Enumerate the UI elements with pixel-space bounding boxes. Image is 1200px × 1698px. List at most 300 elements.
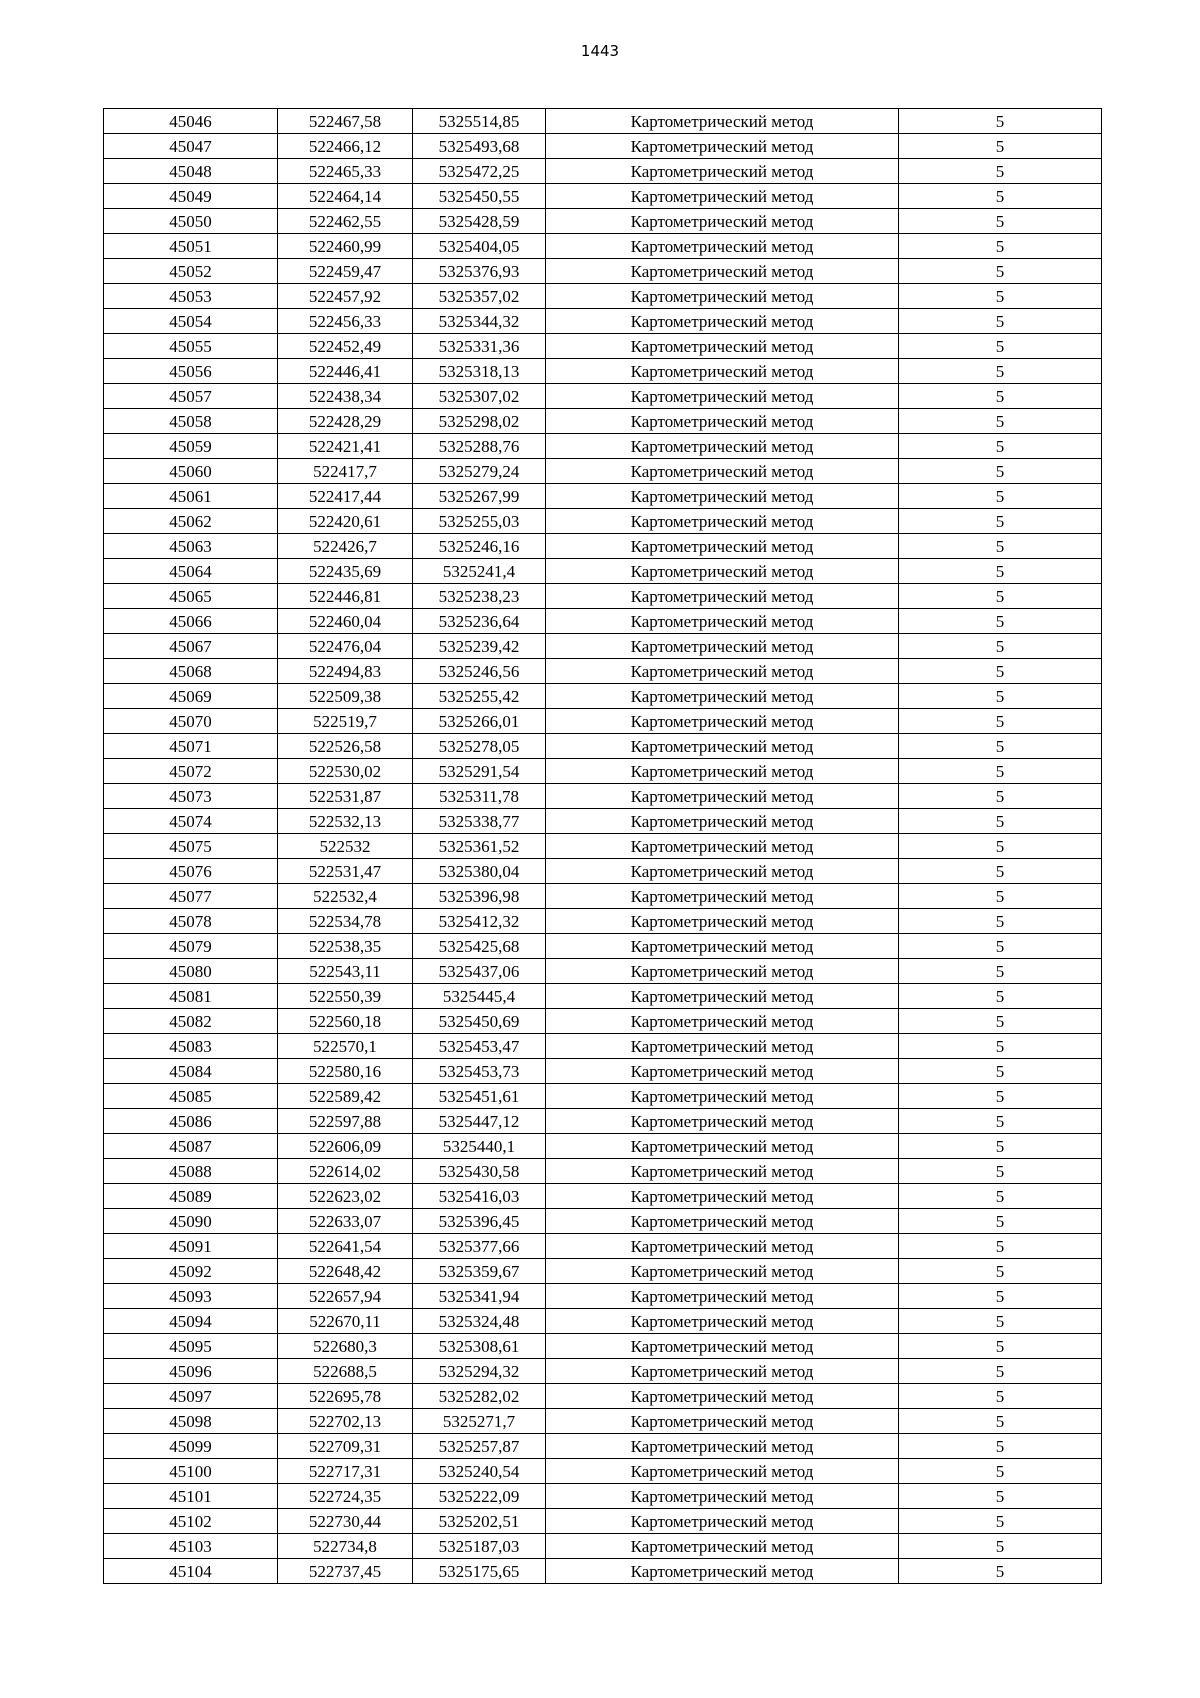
y-coordinate-cell: 5325493,68 <box>413 134 546 159</box>
x-coordinate-cell: 522452,49 <box>278 334 413 359</box>
x-coordinate-cell: 522633,07 <box>278 1209 413 1234</box>
method-cell: Картометрический метод <box>546 1284 899 1309</box>
accuracy-cell: 5 <box>899 209 1102 234</box>
method-cell: Картометрический метод <box>546 1109 899 1134</box>
table-row <box>104 634 1102 659</box>
x-coordinate-cell: 522417,44 <box>278 484 413 509</box>
method-cell: Картометрический метод <box>546 859 899 884</box>
point-number-cell: 45092 <box>104 1259 278 1284</box>
y-coordinate-cell: 5325380,04 <box>413 859 546 884</box>
y-coordinate-cell: 5325376,93 <box>413 259 546 284</box>
method-cell: Картометрический метод <box>546 434 899 459</box>
accuracy-cell: 5 <box>899 1184 1102 1209</box>
y-coordinate-cell: 5325396,45 <box>413 1209 546 1234</box>
table-row <box>104 659 1102 684</box>
x-coordinate-cell: 522657,94 <box>278 1284 413 1309</box>
y-coordinate-cell: 5325294,32 <box>413 1359 546 1384</box>
y-coordinate-cell: 5325282,02 <box>413 1384 546 1409</box>
accuracy-cell: 5 <box>899 159 1102 184</box>
x-coordinate-cell: 522589,42 <box>278 1084 413 1109</box>
y-coordinate-cell: 5325187,03 <box>413 1534 546 1559</box>
method-cell: Картометрический метод <box>546 384 899 409</box>
x-coordinate-cell: 522526,58 <box>278 734 413 759</box>
method-cell: Картометрический метод <box>546 209 899 234</box>
x-coordinate-cell: 522724,35 <box>278 1484 413 1509</box>
point-number-cell: 45048 <box>104 159 278 184</box>
x-coordinate-cell: 522550,39 <box>278 984 413 1009</box>
x-coordinate-cell: 522457,92 <box>278 284 413 309</box>
x-coordinate-cell: 522426,7 <box>278 534 413 559</box>
x-coordinate-cell: 522670,11 <box>278 1309 413 1334</box>
y-coordinate-cell: 5325428,59 <box>413 209 546 234</box>
y-coordinate-cell: 5325416,03 <box>413 1184 546 1209</box>
accuracy-cell: 5 <box>899 1384 1102 1409</box>
x-coordinate-cell: 522435,69 <box>278 559 413 584</box>
table-row <box>104 1034 1102 1059</box>
y-coordinate-cell: 5325377,66 <box>413 1234 546 1259</box>
page-number: 1443 <box>580 42 620 60</box>
table-row <box>104 609 1102 634</box>
point-number-cell: 45059 <box>104 434 278 459</box>
accuracy-cell: 5 <box>899 1009 1102 1034</box>
accuracy-cell: 5 <box>899 184 1102 209</box>
point-number-cell: 45054 <box>104 309 278 334</box>
method-cell: Картометрический метод <box>546 1084 899 1109</box>
point-number-cell: 45077 <box>104 884 278 909</box>
method-cell: Картометрический метод <box>546 134 899 159</box>
point-number-cell: 45069 <box>104 684 278 709</box>
x-coordinate-cell: 522467,58 <box>278 109 413 134</box>
x-coordinate-cell: 522466,12 <box>278 134 413 159</box>
accuracy-cell: 5 <box>899 634 1102 659</box>
x-coordinate-cell: 522460,04 <box>278 609 413 634</box>
table-row <box>104 359 1102 384</box>
point-number-cell: 45074 <box>104 809 278 834</box>
y-coordinate-cell: 5325404,05 <box>413 234 546 259</box>
y-coordinate-cell: 5325318,13 <box>413 359 546 384</box>
table-row <box>104 534 1102 559</box>
method-cell: Картометрический метод <box>546 309 899 334</box>
method-cell: Картометрический метод <box>546 359 899 384</box>
accuracy-cell: 5 <box>899 234 1102 259</box>
y-coordinate-cell: 5325238,23 <box>413 584 546 609</box>
method-cell: Картометрический метод <box>546 1559 899 1584</box>
y-coordinate-cell: 5325266,01 <box>413 709 546 734</box>
y-coordinate-cell: 5325341,94 <box>413 1284 546 1309</box>
x-coordinate-cell: 522695,78 <box>278 1384 413 1409</box>
x-coordinate-cell: 522688,5 <box>278 1359 413 1384</box>
y-coordinate-cell: 5325412,32 <box>413 909 546 934</box>
point-number-cell: 45091 <box>104 1234 278 1259</box>
method-cell: Картометрический метод <box>546 759 899 784</box>
table-row <box>104 1259 1102 1284</box>
x-coordinate-cell: 522494,83 <box>278 659 413 684</box>
table-row <box>104 1109 1102 1134</box>
table-row <box>104 684 1102 709</box>
method-cell: Картометрический метод <box>546 809 899 834</box>
method-cell: Картометрический метод <box>546 334 899 359</box>
x-coordinate-cell: 522623,02 <box>278 1184 413 1209</box>
point-number-cell: 45066 <box>104 609 278 634</box>
x-coordinate-cell: 522597,88 <box>278 1109 413 1134</box>
point-number-cell: 45078 <box>104 909 278 934</box>
x-coordinate-cell: 522456,33 <box>278 309 413 334</box>
x-coordinate-cell: 522734,8 <box>278 1534 413 1559</box>
table-row <box>104 209 1102 234</box>
y-coordinate-cell: 5325307,02 <box>413 384 546 409</box>
method-cell: Картометрический метод <box>546 184 899 209</box>
method-cell: Картометрический метод <box>546 634 899 659</box>
y-coordinate-cell: 5325331,36 <box>413 334 546 359</box>
method-cell: Картометрический метод <box>546 584 899 609</box>
y-coordinate-cell: 5325344,32 <box>413 309 546 334</box>
method-cell: Картометрический метод <box>546 459 899 484</box>
y-coordinate-cell: 5325338,77 <box>413 809 546 834</box>
y-coordinate-cell: 5325202,51 <box>413 1509 546 1534</box>
accuracy-cell: 5 <box>899 984 1102 1009</box>
y-coordinate-cell: 5325453,47 <box>413 1034 546 1059</box>
method-cell: Картометрический метод <box>546 484 899 509</box>
accuracy-cell: 5 <box>899 459 1102 484</box>
point-number-cell: 45067 <box>104 634 278 659</box>
accuracy-cell: 5 <box>899 484 1102 509</box>
y-coordinate-cell: 5325361,52 <box>413 834 546 859</box>
y-coordinate-cell: 5325239,42 <box>413 634 546 659</box>
point-number-cell: 45102 <box>104 1509 278 1534</box>
table-row <box>104 734 1102 759</box>
x-coordinate-cell: 522446,81 <box>278 584 413 609</box>
point-number-cell: 45103 <box>104 1534 278 1559</box>
point-number-cell: 45093 <box>104 1284 278 1309</box>
point-number-cell: 45081 <box>104 984 278 1009</box>
y-coordinate-cell: 5325311,78 <box>413 784 546 809</box>
point-number-cell: 45086 <box>104 1109 278 1134</box>
table-row <box>104 884 1102 909</box>
y-coordinate-cell: 5325255,03 <box>413 509 546 534</box>
table-row <box>104 434 1102 459</box>
accuracy-cell: 5 <box>899 784 1102 809</box>
accuracy-cell: 5 <box>899 659 1102 684</box>
table-row <box>104 1359 1102 1384</box>
table-row <box>104 1084 1102 1109</box>
y-coordinate-cell: 5325175,65 <box>413 1559 546 1584</box>
x-coordinate-cell: 522465,33 <box>278 159 413 184</box>
table-row <box>104 1559 1102 1584</box>
y-coordinate-cell: 5325437,06 <box>413 959 546 984</box>
x-coordinate-cell: 522530,02 <box>278 759 413 784</box>
y-coordinate-cell: 5325257,87 <box>413 1434 546 1459</box>
y-coordinate-cell: 5325255,42 <box>413 684 546 709</box>
point-number-cell: 45051 <box>104 234 278 259</box>
accuracy-cell: 5 <box>899 1209 1102 1234</box>
point-number-cell: 45063 <box>104 534 278 559</box>
accuracy-cell: 5 <box>899 534 1102 559</box>
accuracy-cell: 5 <box>899 434 1102 459</box>
x-coordinate-cell: 522446,41 <box>278 359 413 384</box>
y-coordinate-cell: 5325514,85 <box>413 109 546 134</box>
table-row <box>104 1384 1102 1409</box>
method-cell: Картометрический метод <box>546 1534 899 1559</box>
table-row <box>104 859 1102 884</box>
table-row <box>104 234 1102 259</box>
x-coordinate-cell: 522421,41 <box>278 434 413 459</box>
point-number-cell: 45085 <box>104 1084 278 1109</box>
y-coordinate-cell: 5325308,61 <box>413 1334 546 1359</box>
point-number-cell: 45061 <box>104 484 278 509</box>
x-coordinate-cell: 522531,47 <box>278 859 413 884</box>
method-cell: Картометрический метод <box>546 1184 899 1209</box>
method-cell: Картометрический метод <box>546 1334 899 1359</box>
y-coordinate-cell: 5325425,68 <box>413 934 546 959</box>
y-coordinate-cell: 5325450,69 <box>413 1009 546 1034</box>
table-row <box>104 1009 1102 1034</box>
accuracy-cell: 5 <box>899 1484 1102 1509</box>
point-number-cell: 45062 <box>104 509 278 534</box>
y-coordinate-cell: 5325246,56 <box>413 659 546 684</box>
point-number-cell: 45097 <box>104 1384 278 1409</box>
accuracy-cell: 5 <box>899 959 1102 984</box>
accuracy-cell: 5 <box>899 334 1102 359</box>
table-row <box>104 809 1102 834</box>
y-coordinate-cell: 5325241,4 <box>413 559 546 584</box>
accuracy-cell: 5 <box>899 1234 1102 1259</box>
point-number-cell: 45046 <box>104 109 278 134</box>
y-coordinate-cell: 5325396,98 <box>413 884 546 909</box>
point-number-cell: 45088 <box>104 1159 278 1184</box>
table-row <box>104 984 1102 1009</box>
x-coordinate-cell: 522417,7 <box>278 459 413 484</box>
x-coordinate-cell: 522717,31 <box>278 1459 413 1484</box>
table-row <box>104 109 1102 134</box>
x-coordinate-cell: 522641,54 <box>278 1234 413 1259</box>
point-number-cell: 45104 <box>104 1559 278 1584</box>
y-coordinate-cell: 5325278,05 <box>413 734 546 759</box>
point-number-cell: 45082 <box>104 1009 278 1034</box>
accuracy-cell: 5 <box>899 559 1102 584</box>
table-row <box>104 1184 1102 1209</box>
method-cell: Картометрический метод <box>546 684 899 709</box>
accuracy-cell: 5 <box>899 409 1102 434</box>
x-coordinate-cell: 522614,02 <box>278 1159 413 1184</box>
y-coordinate-cell: 5325451,61 <box>413 1084 546 1109</box>
x-coordinate-cell: 522560,18 <box>278 1009 413 1034</box>
y-coordinate-cell: 5325236,64 <box>413 609 546 634</box>
y-coordinate-cell: 5325472,25 <box>413 159 546 184</box>
table-row <box>104 1509 1102 1534</box>
point-number-cell: 45050 <box>104 209 278 234</box>
point-number-cell: 45089 <box>104 1184 278 1209</box>
table-row <box>104 1434 1102 1459</box>
accuracy-cell: 5 <box>899 1459 1102 1484</box>
accuracy-cell: 5 <box>899 1334 1102 1359</box>
method-cell: Картометрический метод <box>546 534 899 559</box>
accuracy-cell: 5 <box>899 509 1102 534</box>
point-number-cell: 45079 <box>104 934 278 959</box>
point-number-cell: 45094 <box>104 1309 278 1334</box>
table-row <box>104 1284 1102 1309</box>
table-row <box>104 709 1102 734</box>
y-coordinate-cell: 5325430,58 <box>413 1159 546 1184</box>
point-number-cell: 45095 <box>104 1334 278 1359</box>
table-row <box>104 1134 1102 1159</box>
x-coordinate-cell: 522464,14 <box>278 184 413 209</box>
table-row <box>104 784 1102 809</box>
point-number-cell: 45084 <box>104 1059 278 1084</box>
method-cell: Картометрический метод <box>546 1034 899 1059</box>
accuracy-cell: 5 <box>899 134 1102 159</box>
table-row <box>104 584 1102 609</box>
method-cell: Картометрический метод <box>546 1409 899 1434</box>
point-number-cell: 45098 <box>104 1409 278 1434</box>
point-number-cell: 45064 <box>104 559 278 584</box>
point-number-cell: 45065 <box>104 584 278 609</box>
accuracy-cell: 5 <box>899 1309 1102 1334</box>
accuracy-cell: 5 <box>899 309 1102 334</box>
method-cell: Картометрический метод <box>546 784 899 809</box>
table-row <box>104 184 1102 209</box>
method-cell: Картометрический метод <box>546 1134 899 1159</box>
method-cell: Картометрический метод <box>546 109 899 134</box>
accuracy-cell: 5 <box>899 1159 1102 1184</box>
point-number-cell: 45047 <box>104 134 278 159</box>
method-cell: Картометрический метод <box>546 1359 899 1384</box>
accuracy-cell: 5 <box>899 684 1102 709</box>
table-row <box>104 1484 1102 1509</box>
x-coordinate-cell: 522438,34 <box>278 384 413 409</box>
x-coordinate-cell: 522519,7 <box>278 709 413 734</box>
method-cell: Картометрический метод <box>546 834 899 859</box>
point-number-cell: 45096 <box>104 1359 278 1384</box>
table-row <box>104 159 1102 184</box>
y-coordinate-cell: 5325453,73 <box>413 1059 546 1084</box>
method-cell: Картометрический метод <box>546 609 899 634</box>
table-row <box>104 459 1102 484</box>
table-row <box>104 1234 1102 1259</box>
x-coordinate-cell: 522532,4 <box>278 884 413 909</box>
table-row <box>104 759 1102 784</box>
accuracy-cell: 5 <box>899 1109 1102 1134</box>
accuracy-cell: 5 <box>899 609 1102 634</box>
y-coordinate-cell: 5325298,02 <box>413 409 546 434</box>
table-row <box>104 409 1102 434</box>
table-row <box>104 1459 1102 1484</box>
table-row <box>104 134 1102 159</box>
x-coordinate-cell: 522459,47 <box>278 259 413 284</box>
x-coordinate-cell: 522532 <box>278 834 413 859</box>
method-cell: Картометрический метод <box>546 1259 899 1284</box>
accuracy-cell: 5 <box>899 1409 1102 1434</box>
x-coordinate-cell: 522420,61 <box>278 509 413 534</box>
accuracy-cell: 5 <box>899 359 1102 384</box>
method-cell: Картометрический метод <box>546 959 899 984</box>
y-coordinate-cell: 5325445,4 <box>413 984 546 1009</box>
method-cell: Картометрический метод <box>546 709 899 734</box>
accuracy-cell: 5 <box>899 1134 1102 1159</box>
table-row <box>104 309 1102 334</box>
table-row <box>104 934 1102 959</box>
y-coordinate-cell: 5325240,54 <box>413 1459 546 1484</box>
x-coordinate-cell: 522532,13 <box>278 809 413 834</box>
x-coordinate-cell: 522531,87 <box>278 784 413 809</box>
y-coordinate-cell: 5325279,24 <box>413 459 546 484</box>
method-cell: Картометрический метод <box>546 1434 899 1459</box>
method-cell: Картометрический метод <box>546 234 899 259</box>
accuracy-cell: 5 <box>899 1534 1102 1559</box>
y-coordinate-cell: 5325359,67 <box>413 1259 546 1284</box>
point-number-cell: 45068 <box>104 659 278 684</box>
table-row <box>104 259 1102 284</box>
x-coordinate-cell: 522709,31 <box>278 1434 413 1459</box>
accuracy-cell: 5 <box>899 859 1102 884</box>
accuracy-cell: 5 <box>899 259 1102 284</box>
table-row <box>104 484 1102 509</box>
method-cell: Картометрический метод <box>546 159 899 184</box>
point-number-cell: 45075 <box>104 834 278 859</box>
point-number-cell: 45060 <box>104 459 278 484</box>
method-cell: Картометрический метод <box>546 509 899 534</box>
x-coordinate-cell: 522606,09 <box>278 1134 413 1159</box>
accuracy-cell: 5 <box>899 1259 1102 1284</box>
accuracy-cell: 5 <box>899 1509 1102 1534</box>
method-cell: Картометрический метод <box>546 1309 899 1334</box>
y-coordinate-cell: 5325291,54 <box>413 759 546 784</box>
method-cell: Картометрический метод <box>546 984 899 1009</box>
x-coordinate-cell: 522570,1 <box>278 1034 413 1059</box>
x-coordinate-cell: 522648,42 <box>278 1259 413 1284</box>
x-coordinate-cell: 522730,44 <box>278 1509 413 1534</box>
accuracy-cell: 5 <box>899 934 1102 959</box>
method-cell: Картометрический метод <box>546 1159 899 1184</box>
table-row <box>104 909 1102 934</box>
y-coordinate-cell: 5325440,1 <box>413 1134 546 1159</box>
accuracy-cell: 5 <box>899 709 1102 734</box>
accuracy-cell: 5 <box>899 834 1102 859</box>
accuracy-cell: 5 <box>899 909 1102 934</box>
accuracy-cell: 5 <box>899 284 1102 309</box>
method-cell: Картометрический метод <box>546 734 899 759</box>
accuracy-cell: 5 <box>899 1559 1102 1584</box>
point-number-cell: 45053 <box>104 284 278 309</box>
y-coordinate-cell: 5325271,7 <box>413 1409 546 1434</box>
table-row <box>104 384 1102 409</box>
y-coordinate-cell: 5325288,76 <box>413 434 546 459</box>
accuracy-cell: 5 <box>899 584 1102 609</box>
point-number-cell: 45056 <box>104 359 278 384</box>
method-cell: Картометрический метод <box>546 909 899 934</box>
point-number-cell: 45071 <box>104 734 278 759</box>
table-row <box>104 334 1102 359</box>
method-cell: Картометрический метод <box>546 559 899 584</box>
table-row <box>104 1409 1102 1434</box>
accuracy-cell: 5 <box>899 1034 1102 1059</box>
method-cell: Картометрический метод <box>546 1234 899 1259</box>
x-coordinate-cell: 522580,16 <box>278 1059 413 1084</box>
table-row <box>104 1534 1102 1559</box>
method-cell: Картометрический метод <box>546 934 899 959</box>
point-number-cell: 45073 <box>104 784 278 809</box>
point-number-cell: 45080 <box>104 959 278 984</box>
y-coordinate-cell: 5325222,09 <box>413 1484 546 1509</box>
method-cell: Картометрический метод <box>546 1009 899 1034</box>
x-coordinate-cell: 522462,55 <box>278 209 413 234</box>
table-row <box>104 284 1102 309</box>
point-number-cell: 45049 <box>104 184 278 209</box>
x-coordinate-cell: 522509,38 <box>278 684 413 709</box>
table-row <box>104 559 1102 584</box>
accuracy-cell: 5 <box>899 1284 1102 1309</box>
point-number-cell: 45057 <box>104 384 278 409</box>
point-number-cell: 45087 <box>104 1134 278 1159</box>
